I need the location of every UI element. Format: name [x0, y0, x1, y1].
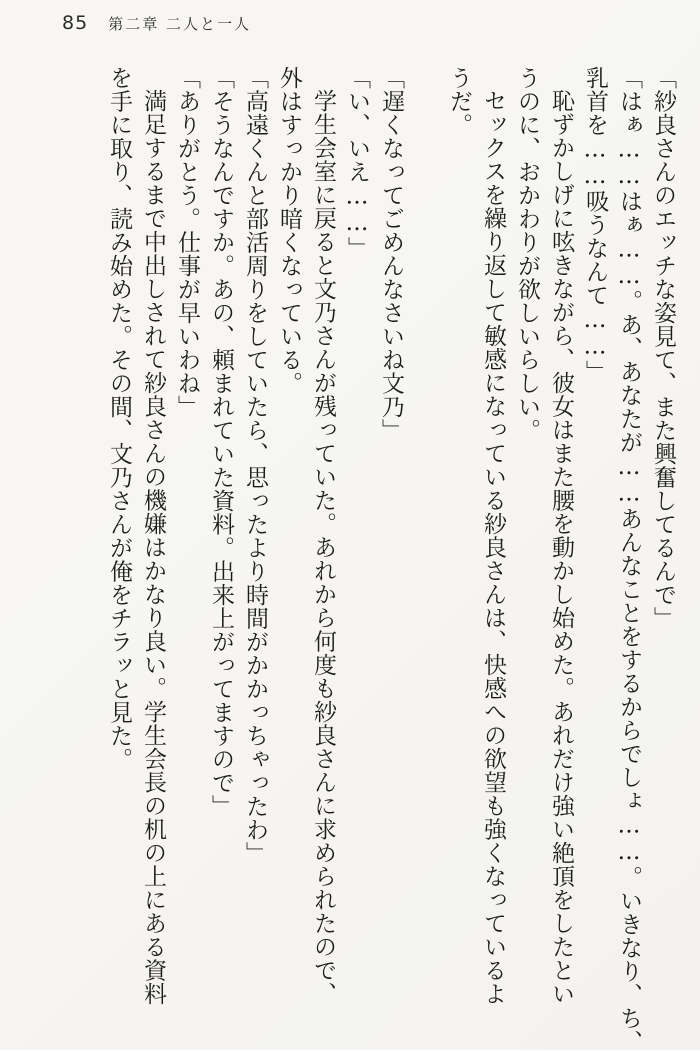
- text-line: 満足するまで中出しされて紗良さんの機嫌はかなり良い。学生会長の机の上にある資料: [140, 89, 166, 1006]
- text-line: うのに、おかわりが欲しいらしい。: [514, 66, 540, 442]
- text-line: 「高遠くんと部活周りをしていたら、思ったより時間がかかっちゃったわ」: [242, 66, 268, 865]
- text-line: 「そうなんですか。あの、頼まれていた資料。出来上がってますので」: [208, 66, 234, 818]
- chapter-title: 第二章 二人と一人: [108, 15, 251, 33]
- text-line: 「紗良さんのエッチな姿見て、また興奮してるんで」: [650, 66, 676, 630]
- text-line: 「ありがとう。仕事が早いわね」: [174, 66, 200, 419]
- text-line: 外はすっかり暗くなっている。: [276, 66, 302, 395]
- text-line: を手に取り、読み始めた。その間、文乃さんが俺をチラッと見た。: [106, 66, 132, 771]
- text-line: 「遅くなってごめんなさいね文乃」: [378, 66, 404, 442]
- novel-text-block: [102, 66, 680, 1054]
- text-line: うだ。: [446, 66, 472, 137]
- page-header: [62, 12, 251, 34]
- text-line: [408, 66, 442, 1034]
- page-number: 85: [62, 12, 89, 34]
- text-line: セックスを繰り返して敏感になっている紗良さんは、快感への欲望も強くなっているよ: [480, 89, 506, 1006]
- text-line: 「い、いえ……」: [344, 66, 370, 260]
- text-line: 乳首を……吸うなんて……」: [582, 66, 608, 384]
- text-line: 恥ずかしげに呟きながら、彼女はまた腰を動かし始めた。あれだけ強い絶頂をしたとい: [548, 89, 574, 1006]
- text-line: 学生会室に戻ると文乃さんが残っていた。あれから何度も紗良さんに求められたので、: [310, 89, 336, 1006]
- text-line: 「はぁ……はぁ……。あ、あなたが……あんなことをするからでしょ……。いきなり、ち、: [616, 66, 642, 1054]
